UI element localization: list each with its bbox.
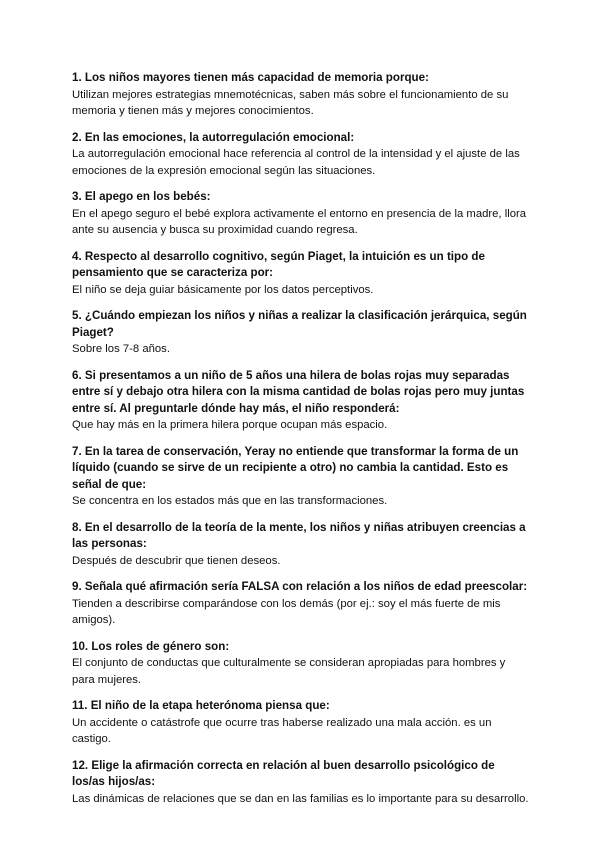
- qa-item-5: [72, 308, 530, 358]
- question-11: 11. El niño de la etapa heterónoma piensa que:: [72, 699, 330, 712]
- answer-12: Las dinámicas de relaciones que se dan en las familias es lo importante para su desarrollo.: [72, 792, 529, 805]
- question-2: 2. En las emociones, la autorregulación emocional:: [72, 130, 355, 144]
- qa-item-4: [72, 249, 530, 299]
- qa-item-7: [72, 444, 530, 510]
- question-9: 9. Señala qué afirmación sería FALSA con relación a los niños de edad preescolar:: [72, 580, 528, 593]
- answer-11: Un accidente o catástrofe que ocurre tras haberse realizado una mala acción. es un castigo.: [72, 716, 492, 745]
- question-7: 7. En la tarea de conservación, Yeray no entiende que transformar la forma de un líquido (cuando se sirve de un recipiente a otro) no cambia la cantidad. Esto es señal de que:: [72, 444, 519, 491]
- answer-10: El conjunto de conductas que culturalmente se consideran apropiadas para hombres y para mujeres.: [72, 657, 506, 686]
- answer-9: Tienden a describirse comparándose con los demás (por ej.: soy el más fuerte de mis amigos).: [72, 597, 501, 626]
- qa-item-8: [72, 520, 530, 570]
- qa-item-12: [72, 758, 530, 808]
- qa-item-6: [72, 368, 530, 434]
- qa-item-1: [72, 70, 530, 120]
- answer-1: Utilizan mejores estrategias mnemotécnicas, saben más sobre el funcionamiento de su memoria y tienen más y mejores conocimientos.: [72, 88, 509, 117]
- question-8: 8. En el desarrollo de la teoría de la mente, los niños y niñas atribuyen creencias a las personas:: [72, 520, 526, 550]
- question-12: 12. Elige la afirmación correcta en relación al buen desarrollo psicológico de los/as hijos/as:: [72, 758, 495, 788]
- qa-item-10: [72, 639, 530, 689]
- question-6: 6. Si presentamos a un niño de 5 años una hilera de bolas rojas muy separadas entre sí y debajo otra hilera con la misma cantidad de bolas rojas pero muy juntas entre sí. Al preguntarle dónde hay más, el niño responderá:: [72, 368, 525, 415]
- qa-item-9: [72, 579, 530, 629]
- answer-6: Que hay más en la primera hilera porque ocupan más espacio.: [72, 419, 388, 431]
- answer-3: En el apego seguro el bebé explora activamente el entorno en presencia de la madre, llora ante su ausencia y busca su proximidad cuando regresa.: [72, 207, 527, 236]
- question-1: 1. Los niños mayores tienen más capacidad de memoria porque:: [72, 71, 429, 84]
- question-5: 5. ¿Cuándo empiezan los niños y niñas a realizar la clasificación jerárquica, según Piaget?: [72, 309, 527, 339]
- question-4: 4. Respecto al desarrollo cognitivo, según Piaget, la intuición es un tipo de pensamiento que se caracteriza por:: [72, 249, 485, 279]
- answer-5: Sobre los 7-8 años.: [72, 343, 170, 355]
- answer-2: La autorregulación emocional hace referencia al control de la intensidad y el ajuste de las emociones de la expresión emocional según las situaciones.: [72, 148, 520, 177]
- answer-7: Se concentra en los estados más que en las transformaciones.: [72, 495, 388, 507]
- qa-item-2: [72, 130, 530, 180]
- qa-item-11: [72, 698, 530, 748]
- question-10: 10. Los roles de género son:: [72, 639, 230, 653]
- question-3: 3. El apego en los bebés:: [72, 190, 211, 203]
- qa-item-3: [72, 189, 530, 239]
- answer-8: Después de descubrir que tienen deseos.: [72, 554, 281, 567]
- answer-4: El niño se deja guiar básicamente por los datos perceptivos.: [72, 283, 374, 296]
